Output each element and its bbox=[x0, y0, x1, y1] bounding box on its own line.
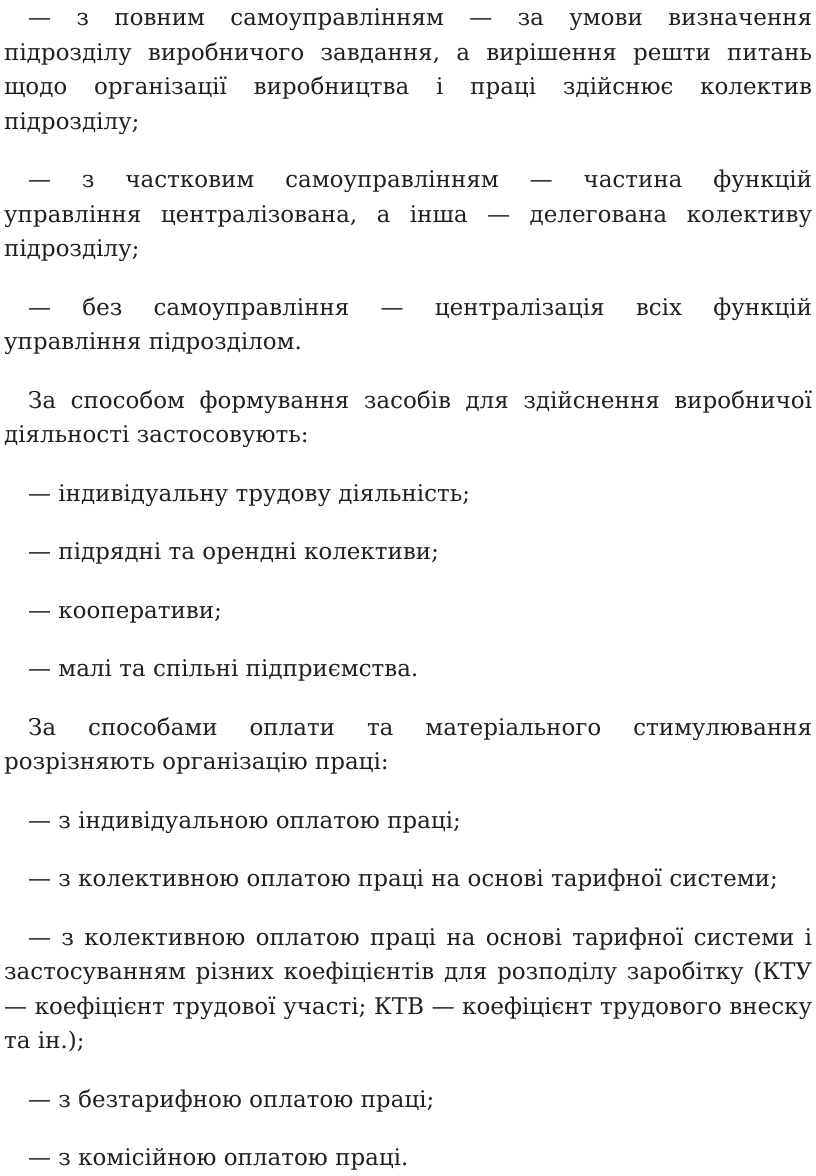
list-item-collective-tariff-pay: — з колективною оплатою праці на основі тарифної системи; bbox=[28, 866, 778, 892]
list-item-no-self-management: — без самоуправління — централізація всіх функцій управління підрозділом. bbox=[4, 294, 812, 355]
paragraph-means-formation: За способом формування засобів для здійснення виробничої діяльності застосовують: bbox=[4, 387, 812, 448]
list-item-collective-tariff-coefficients-pay: — з колективною оплатою праці на основі тарифної системи і застосуванням різних коефіцієнтів для розподілу заробітку (КТУ — коефіцієнт трудової участі; КТВ — коефіцієнт трудового внеску та ін.); bbox=[4, 924, 812, 1054]
list-item-non-tariff-pay: — з безтарифною оплатою праці; bbox=[28, 1086, 435, 1113]
list-item-contract-lease-collectives: — підрядні та орендні колективи; bbox=[28, 539, 439, 565]
list-item-cooperatives: — кооперативи; bbox=[28, 597, 222, 624]
list-item-individual-activity: — індивідуальну трудову діяльність; bbox=[28, 480, 471, 507]
list-item-small-joint-enterprises: — малі та спільні підприємства. bbox=[28, 656, 419, 682]
list-item-individual-pay: — з індивідуальною оплатою праці; bbox=[28, 807, 461, 834]
paragraph-payment-methods: За способами оплати та матеріального стимулювання розрізняють організацію праці: bbox=[4, 714, 812, 775]
list-item-partial-self-management: — з частковим самоуправлінням — частина функцій управління централізована, а інша — делегована колективу підрозділу; bbox=[4, 167, 812, 262]
list-item-commission-pay: — з комісійною оплатою праці. bbox=[28, 1145, 409, 1171]
list-item-full-self-management: — з повним самоуправлінням — за умови визначення підрозділу виробничого завдання, а вирішення решти питань щодо організації виробництва і праці здійснює колектив підрозділу; bbox=[4, 5, 812, 135]
